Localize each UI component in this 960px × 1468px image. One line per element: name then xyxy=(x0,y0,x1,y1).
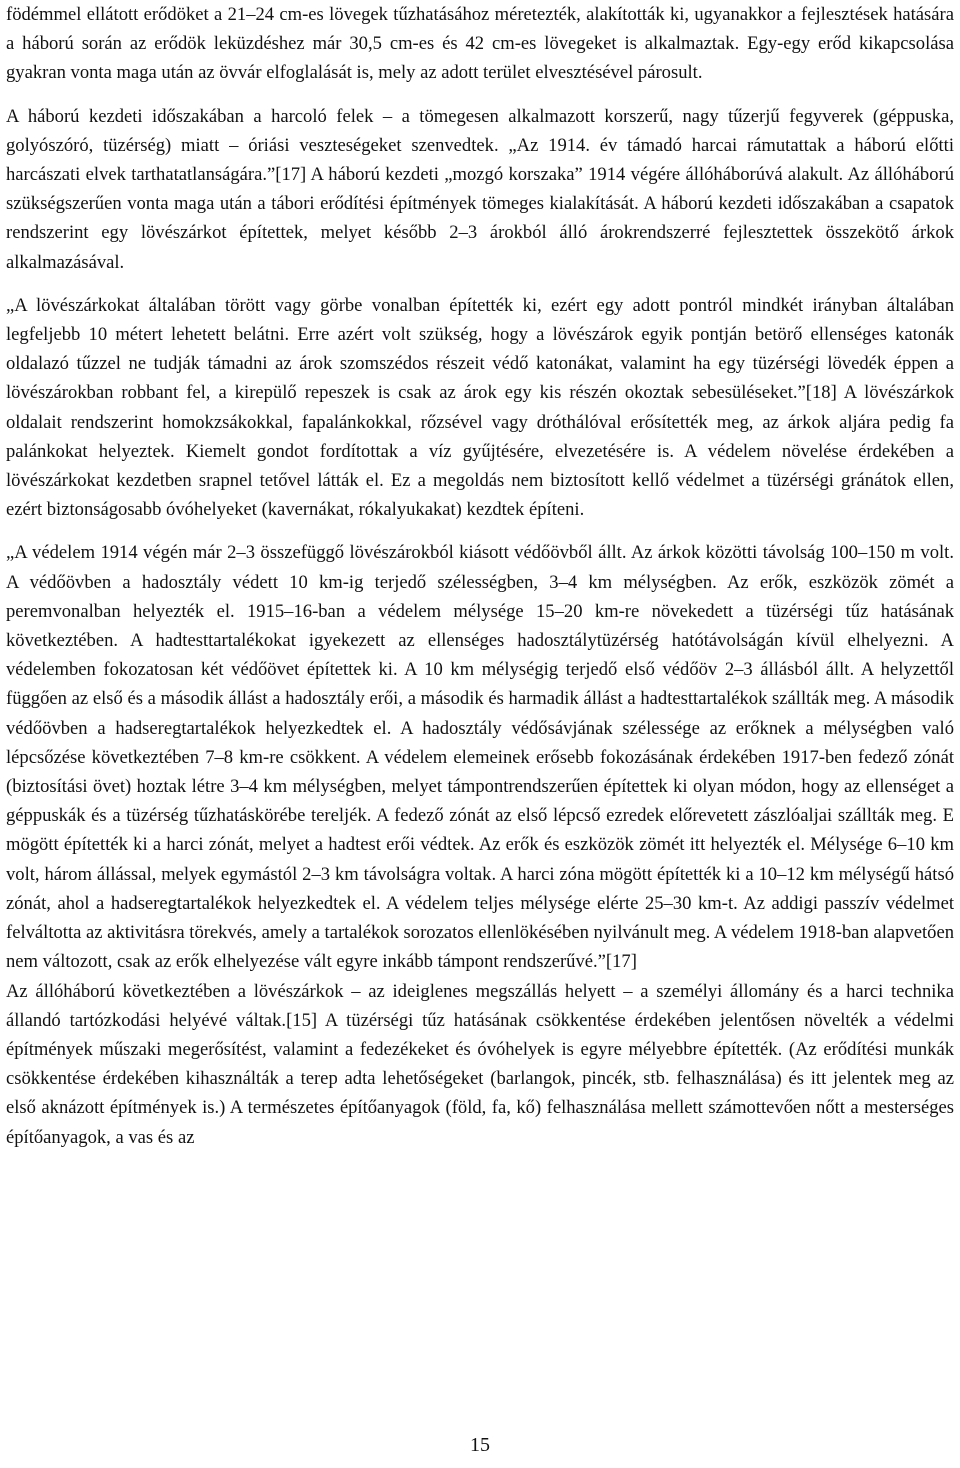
paragraph-intro: födémmel ellátott erődöket a 21–24 cm-es lövegek tűzhatásához méretezték, alakították ki, ugyanakkor a fejlesztések hatására a háború során az erődök leküzdéshez már 30,5 cm-es és 42 cm-es lövegeket is alkalmaztak. Egy-egy erőd kikapcsolása gyakran vonta maga után az övvár elfoglalását is, mely az adott terület elvesztésével párosult. xyxy=(6,4,954,84)
paragraph-trenches: „A lövészárkokat általában törött vagy görbe vonalban építették ki, ezért egy adott pontról mindkét irányban általában legfeljebb 10 métert lehetett belátni. Erre azért volt szükség, hogy a lövészárok egyik pontján betörő ellenséges katonák oldalazó tűzzel ne tudják támadni az árok szomszédos részeit védő katonákat, valamint ha egy tüzérségi lövedék éppen a lövészárokban robbant fel, a kirepülő repeszek is csak az árok egy kis részén okoztak sebesüléseket.”[18] A lövészárkok oldalait rendszerint homokzsákokkal, fapalánkokkal, rőzsével vagy dróthálóval erősítették meg, az árkok aljára pedig fa palánkokat helyeztek. Kiemelt gondot fordítottak a víz gyűjtésére, elvezetésére is. A védelem növelése érdekében a lövészárkokat kezdetben srapnel tetővel látták el. Ez a megoldás nem biztosított kellő védelmet a tüzérségi gránátok ellen, ezért biztonságosabb óvóhelyeket (kavernákat, rókalyukakat) kezdtek építeni. xyxy=(6,294,954,521)
paragraph-static-war: Az állóháború következtében a lövészárkok – az ideiglenes megszállás helyett – a személyi állomány és a harci technika állandó tartózkodási helyévé váltak.[15] A tüzérségi tűz hatásának csökkentése érdekében jelentősen növelték a védelmi építmények műszaki megerősítést, valamint a fedezékeket és óvóhelyek is egyre mélyebbre építették. (Az erődítési munkák csökkentése érdekében kihasználták a terep adta lehetőségeket (barlangok, pincék, stb. felhasználása) és itt jelentek meg az első aknázott építmények is.) A természetes építőanyagok (föld, fa, kő) felhasználása mellett számottevően nőtt a mesterséges építőanyagok, a vas és az xyxy=(6,980,954,1148)
paragraph-defense-zones: „A védelem 1914 végén már 2–3 összefüggő lövészárokból kiásott védőövből állt. Az árkok közötti távolság 100–150 m volt. A védőövben a hadosztály védett 10 km-ig terjedő szélességben, 3–4 km mélységben. Az erők, eszközök zömét a peremvonalban helyezték el. 1915–16-ban a védelem mélysége 15–20 km-re növekedett a tüzérségi tűz hatásának következtében. A hadtesttartalékokat igyekezett az ellenséges hadosztálytüzérség hatótávolságán kívül elhelyezni. A védelemben fokozatosan két védőövet építettek ki. A 10 km mélységig terjedő első védőöv 2–3 állásból állt. A helyzettől függően az első és a második állást a hadosztály erői, a második és harmadik állást a hadtesttartalékok szállták meg. A második védőövben a hadseregtartalékok helyezkedtek el. A hadosztály védősávjának szélessége az erőknek a mélységben való lépcsőzése következtében 7–8 km-re csökkent. A védelem elemeinek erősebb fokozásának érdekében 1917-ben fedező zónát (biztosítási övet) hoztak létre 3–4 km mélységben, melyet támpontrendszerűen építettek ki olyan módon, hogy az ellenséget a géppuskák és a tüzérség tűzhatáskörébe tereljék. A fedező zónát az első lépcső ezredek előrevetett zászlóaljai szállták meg. E mögött építették ki a harci zónát, melyet a hadtest erői védtek. Az erők és eszközök zömét itt helyezték el. Mélysége 6–10 km volt, három állással, melyek egymástól 2–3 km távolságra voltak. A harci zóna mögött építették ki a 10–12 km mélységű hátsó zónát, ahol a hadseregtartalékok helyezkedtek el. A védelem teljes mélysége elérte 25–30 km-t. Az addigi passzív védelmet felváltotta az aktivitásra törekvés, amely a tartalékok sorozatos ellenlökésében nyilvánult meg. A védelem 1918-ban alapvetően nem változott, csak az erők elhelyezése vált egyre inkább támpont rendszerűvé.”[17] xyxy=(6,542,954,973)
page-number: 15 xyxy=(470,1434,490,1456)
document-body xyxy=(6,0,954,1152)
paragraph-war-start: A háború kezdeti időszakában a harcoló felek – a tömegesen alkalmazott korszerű, nagy tűzerjű fegyverek (géppuska, golyószóró, tüzérség) miatt – óriási veszteségeket szenvedtek. „Az 1914. év támadó harcai rámutattak a háború előtti harcászati elvek tarthatatlanságára.”[17] A háború kezdeti „mozgó korszaka” 1914 végére állóháborúvá alakult. Az állóháború szükségszerűen vonta maga után a tábori erődítési építmények tömeges kialakítását. A háború kezdeti időszakában a csapatok rendszerint egy lövészárkot építettek, melyet később 2–3 árokból álló árokrendszerré fejlesztettek összekötő árkok alkalmazásával. xyxy=(6,105,954,273)
